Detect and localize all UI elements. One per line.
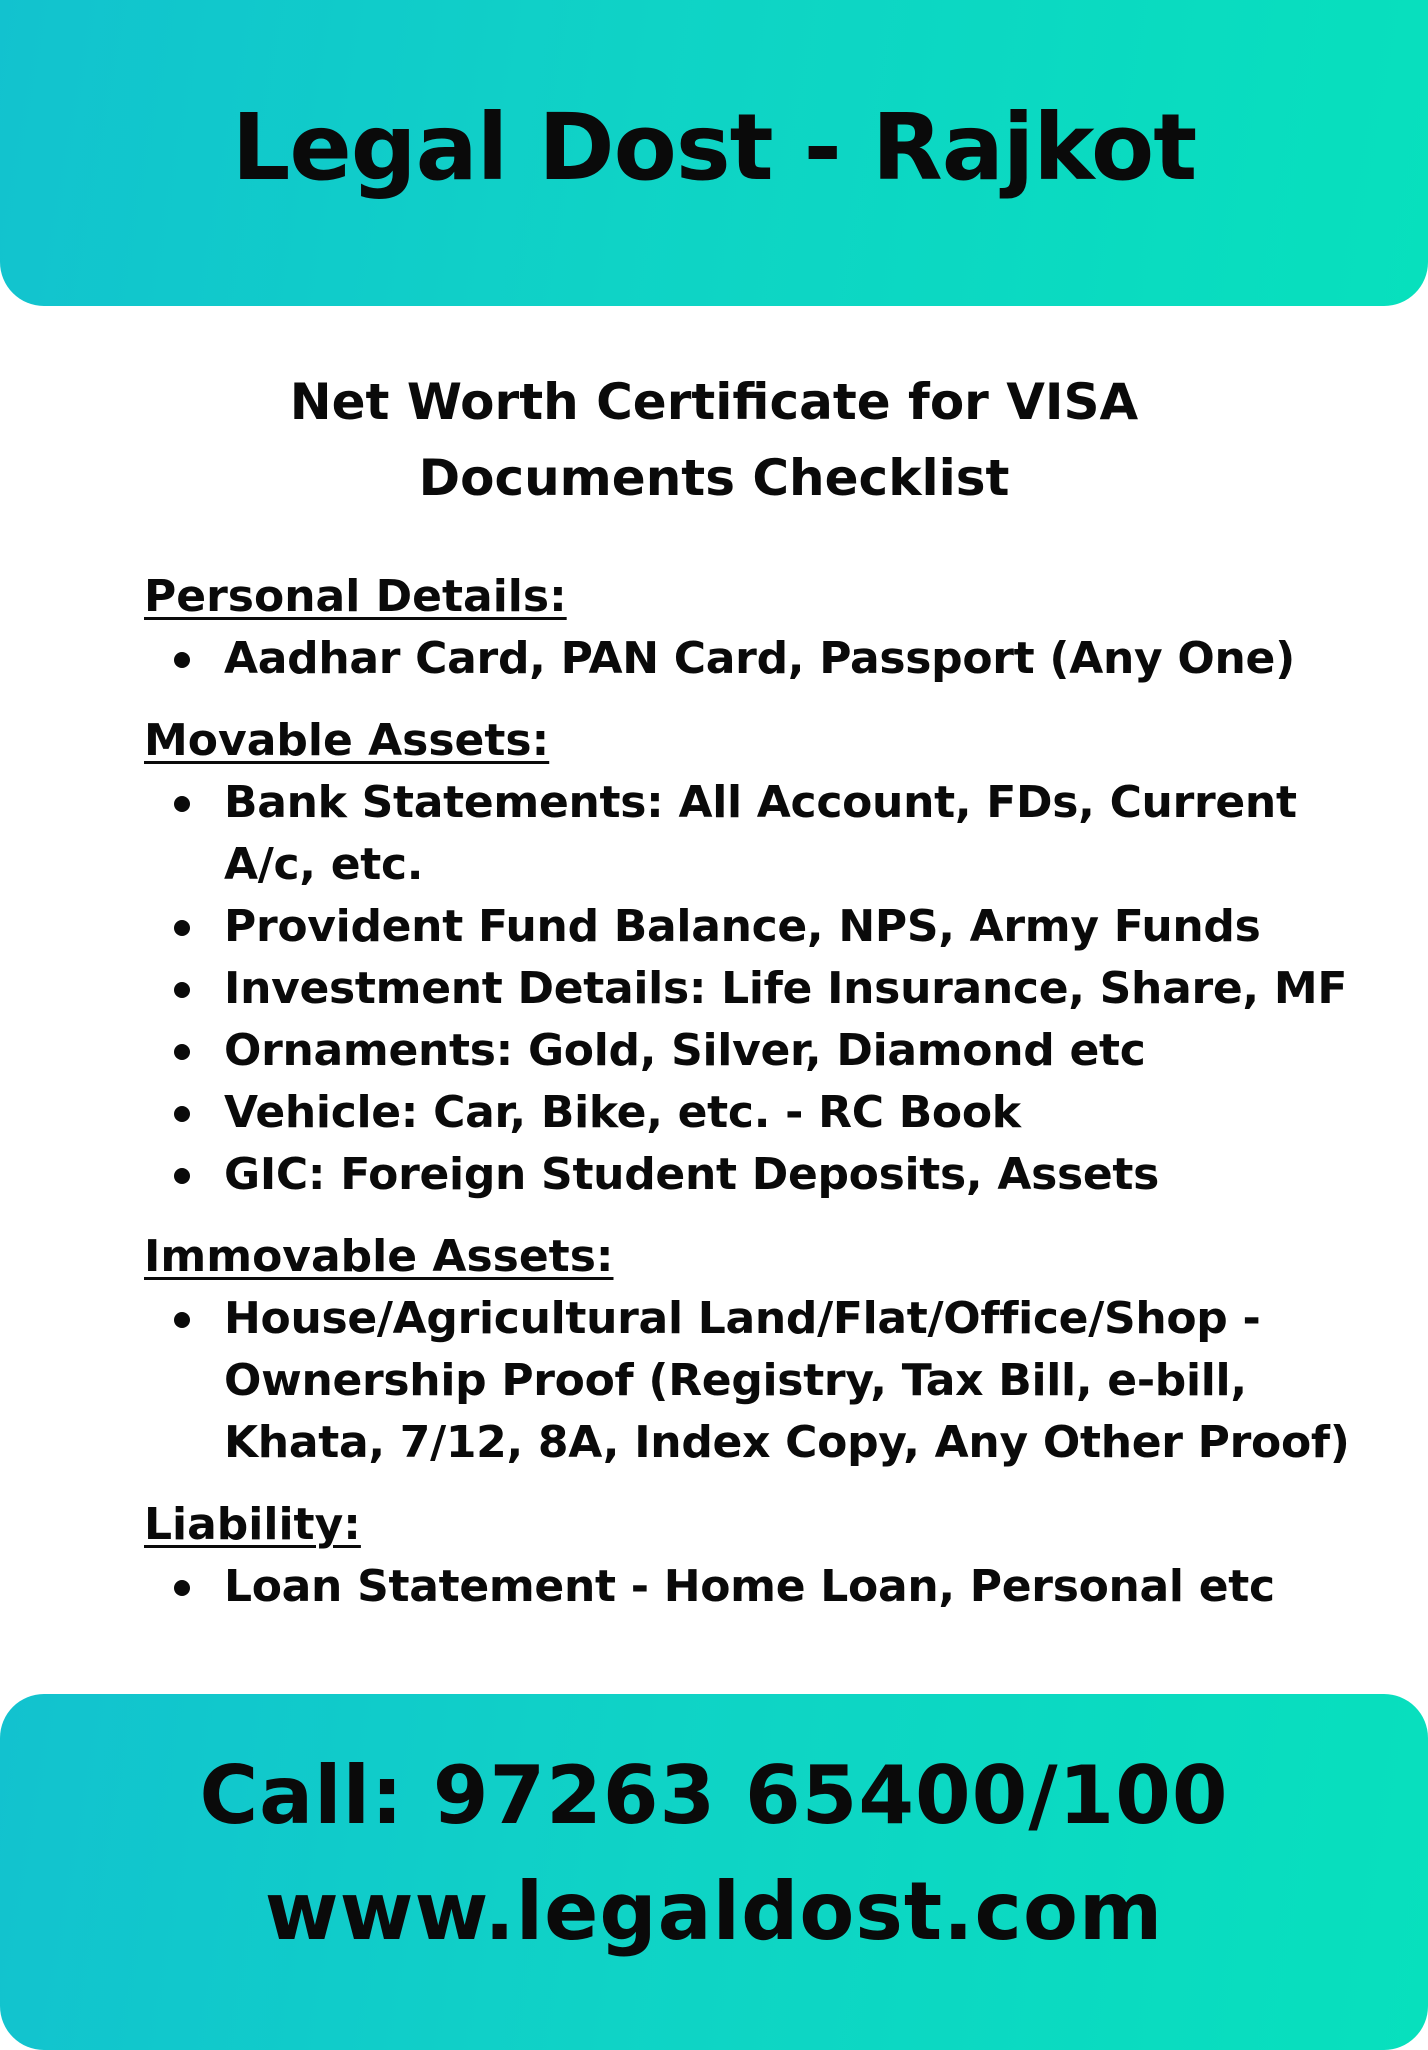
list-item-text: GIC: Foreign Student Deposits, Assets	[224, 1149, 1160, 1200]
section-list	[144, 628, 1384, 690]
bullet-icon	[174, 1580, 190, 1596]
bullet-icon	[174, 652, 190, 668]
documents-checklist	[144, 566, 1384, 1618]
bullet-icon	[174, 796, 190, 812]
section-heading: Liability:	[144, 1499, 361, 1550]
list-item	[144, 1082, 1384, 1144]
list-item	[144, 1556, 1384, 1618]
page-title: Legal Dost - Rajkot	[231, 94, 1197, 201]
section-list	[144, 1288, 1384, 1474]
bullet-icon	[174, 1168, 190, 1184]
section-heading: Immovable Assets:	[144, 1231, 614, 1282]
list-item	[144, 772, 1384, 896]
bullet-icon	[174, 920, 190, 936]
section-movable-assets	[144, 710, 1384, 1206]
bullet-icon	[174, 1312, 190, 1328]
list-item	[144, 1144, 1384, 1206]
list-item	[144, 958, 1384, 1020]
list-item-text: Ornaments: Gold, Silver, Diamond etc	[224, 1025, 1146, 1076]
list-item-text: House/Agricultural Land/Flat/Office/Shop - Ownership Proof (Registry, Tax Bill, e-bill, Khata, 7/12, 8A, Index Copy, Any Other Proof)	[224, 1293, 1350, 1468]
section-heading: Movable Assets:	[144, 715, 550, 766]
document-title-line-1: Net Worth Certificate for VISA	[289, 373, 1139, 431]
bullet-icon	[174, 1106, 190, 1122]
list-item-text: Investment Details: Life Insurance, Share, MF	[224, 963, 1348, 1014]
website-link[interactable]: www.legaldost.com	[264, 1865, 1164, 1958]
document-title-line-2: Documents Checklist	[418, 449, 1010, 507]
footer-banner	[0, 1694, 1428, 2050]
bullet-icon	[174, 982, 190, 998]
list-item-text: Provident Fund Balance, NPS, Army Funds	[224, 901, 1261, 952]
list-item	[144, 628, 1384, 690]
list-item-text: Bank Statements: All Account, FDs, Current A/c, etc.	[224, 777, 1297, 890]
section-immovable-assets	[144, 1226, 1384, 1474]
list-item	[144, 896, 1384, 958]
phone-number[interactable]: Call: 97263 65400/100	[199, 1749, 1229, 1842]
list-item	[144, 1288, 1384, 1474]
list-item-text: Vehicle: Car, Bike, etc. - RC Book	[224, 1087, 1021, 1138]
bullet-icon	[174, 1044, 190, 1060]
section-list	[144, 772, 1384, 1206]
header-banner	[0, 0, 1428, 306]
section-liability	[144, 1494, 1384, 1618]
document-title	[0, 364, 1428, 516]
list-item-text: Aadhar Card, PAN Card, Passport (Any One)	[224, 633, 1295, 684]
section-heading: Personal Details:	[144, 571, 567, 622]
list-item-text: Loan Statement - Home Loan, Personal etc	[224, 1561, 1275, 1612]
section-list	[144, 1556, 1384, 1618]
list-item	[144, 1020, 1384, 1082]
section-personal-details	[144, 566, 1384, 690]
